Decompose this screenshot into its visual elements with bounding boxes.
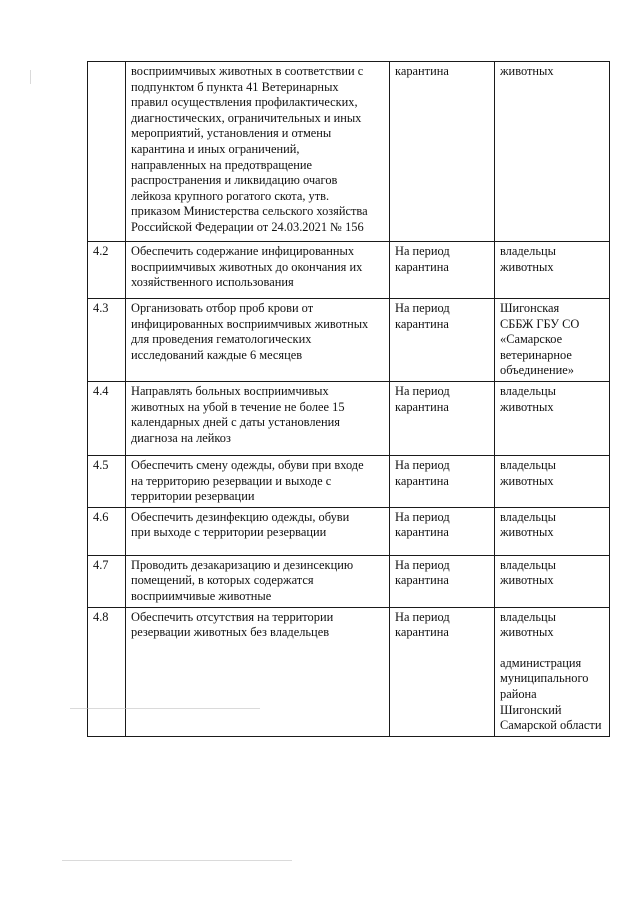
row-number-cell	[88, 607, 126, 736]
term-text-line: карантина	[395, 259, 449, 274]
action-text-line: Обеспечить смену одежды, обуви при входе	[131, 457, 364, 472]
row-number: 4.5	[93, 457, 109, 472]
action-text-line: восприимчивых животных до окончания их	[131, 259, 363, 274]
responsible-text-line: животных	[500, 625, 554, 640]
scan-artifact	[30, 70, 31, 84]
responsible-cell	[495, 607, 610, 736]
action-text-line: карантина и иных ограничений,	[131, 141, 300, 156]
action-cell	[126, 607, 390, 736]
action-text-line: подпунктом б пункта 41 Ветеринарных	[131, 79, 339, 94]
responsible-text-line: объединение»	[500, 363, 574, 378]
action-text-line: мероприятий, установления и отмены	[131, 126, 332, 141]
action-cell	[126, 299, 390, 382]
term-cell	[390, 62, 495, 242]
action-text-line: распространения и ликвидацию очагов	[131, 173, 338, 188]
scan-artifact	[70, 708, 260, 709]
row-number: 4.7	[93, 557, 109, 572]
action-text-line: Обеспечить отсутствия на территории	[131, 609, 334, 624]
action-cell	[126, 555, 390, 607]
action-text-line: помещений, в которых содержатся	[131, 573, 314, 588]
responsible-text-line: СББЖ ГБУ СО	[500, 316, 580, 331]
table-row	[88, 607, 610, 736]
term-text-line: карантина	[395, 625, 449, 640]
action-text-line: правил осуществления профилактических,	[131, 95, 358, 110]
term-cell	[390, 455, 495, 507]
scan-artifact	[62, 860, 292, 861]
term-cell	[390, 507, 495, 555]
term-text-line: На период	[395, 557, 450, 572]
action-text-line: Обеспечить содержание инфицированных	[131, 244, 355, 258]
table-row	[88, 555, 610, 607]
action-text-line: диагноза на лейкоз	[131, 430, 231, 445]
responsible-text-line: владельцы	[500, 509, 556, 524]
action-cell	[126, 62, 390, 242]
row-number: 4.8	[93, 609, 109, 624]
action-cell	[126, 455, 390, 507]
term-text-line: карантина	[395, 473, 449, 488]
action-text-line: приказом Министерства сельского хозяйства	[131, 204, 368, 219]
action-text-line: Обеспечить дезинфекцию одежды, обуви	[131, 509, 350, 524]
table-row	[88, 242, 610, 299]
action-cell	[126, 242, 390, 299]
term-cell	[390, 607, 495, 736]
row-number: 4.2	[93, 244, 109, 258]
row-number-cell	[88, 555, 126, 607]
responsible-cell	[495, 381, 610, 455]
responsible-cell	[495, 299, 610, 382]
term-text-line: карантина	[395, 64, 449, 78]
responsible-text-line: животных	[500, 473, 554, 488]
table-row	[88, 507, 610, 555]
term-text-line: На период	[395, 383, 450, 398]
measures-table	[87, 61, 610, 737]
responsible-text-line: владельцы	[500, 244, 556, 258]
term-text-line: На период	[395, 457, 450, 472]
table-row	[88, 299, 610, 382]
table-row	[88, 62, 610, 242]
term-text-line: карантина	[395, 399, 449, 414]
responsible-cell	[495, 62, 610, 242]
action-text-line: направленных на предотвращение	[131, 157, 313, 172]
responsible-cell	[495, 507, 610, 555]
responsible-text-line: животных	[500, 525, 554, 540]
row-number-cell	[88, 381, 126, 455]
action-text-line: инфицированных восприимчивых животных	[131, 316, 369, 331]
row-number-cell	[88, 299, 126, 382]
responsible-text-line: животных	[500, 573, 554, 588]
responsible-cell	[495, 455, 610, 507]
term-text-line: карантина	[395, 316, 449, 331]
term-text-line: На период	[395, 301, 450, 315]
action-text-line: восприимчивые животные	[131, 588, 272, 603]
responsible-text-line: муниципального	[500, 671, 589, 686]
responsible-text-line: владельцы	[500, 609, 556, 624]
action-text-line: животных на убой в течение не более 15	[131, 399, 345, 414]
responsible-text-line: ветеринарное	[500, 347, 572, 362]
table-row	[88, 455, 610, 507]
row-number-cell	[88, 242, 126, 299]
row-number: 4.4	[93, 383, 109, 398]
responsible-text-line: животных	[500, 64, 554, 78]
term-text-line: карантина	[395, 525, 449, 540]
action-text-line: при выходе с территории резервации	[131, 525, 327, 540]
responsible-text-line: владельцы	[500, 383, 556, 398]
action-text-line: восприимчивых животных в соответствии с	[131, 64, 364, 78]
table-row	[88, 381, 610, 455]
responsible-text-line: Шигонский	[500, 702, 562, 717]
responsible-text-line: животных	[500, 399, 554, 414]
action-text-line: территории резервации	[131, 489, 255, 504]
term-text-line: карантина	[395, 573, 449, 588]
row-number-cell	[88, 455, 126, 507]
action-text-line: лейкоза крупного рогатого скота, утв.	[131, 188, 330, 203]
responsible-text-line: владельцы	[500, 557, 556, 572]
term-text-line: На период	[395, 509, 450, 524]
term-cell	[390, 299, 495, 382]
row-number: 4.3	[93, 301, 109, 315]
term-cell	[390, 242, 495, 299]
measures-table-body	[88, 62, 610, 737]
action-text-line: хозяйственного использования	[131, 275, 294, 290]
action-text-line: резервации животных без владельцев	[131, 625, 330, 640]
responsible-text-line: Шигонская	[500, 301, 560, 315]
responsible-text-line	[500, 641, 604, 656]
responsible-text-line: «Самарское	[500, 332, 563, 347]
responsible-text-line: животных	[500, 259, 554, 274]
responsible-cell	[495, 555, 610, 607]
responsible-text-line: владельцы	[500, 457, 556, 472]
term-cell	[390, 381, 495, 455]
term-text-line: На период	[395, 609, 450, 624]
action-text-line: диагностических, ограничительных и иных	[131, 110, 362, 125]
action-text-line: исследований каждые 6 месяцев	[131, 347, 303, 362]
term-text-line: На период	[395, 244, 450, 258]
action-text-line: Российской Федерации от 24.03.2021 № 156	[131, 219, 364, 234]
term-cell	[390, 555, 495, 607]
row-number-cell	[88, 62, 126, 242]
action-text-line: для проведения гематологических	[131, 332, 312, 347]
action-text-line: календарных дней с даты установления	[131, 415, 341, 430]
action-text-line: Организовать отбор проб крови от	[131, 301, 314, 315]
responsible-text-line: администрация	[500, 655, 582, 670]
action-cell	[126, 381, 390, 455]
action-text-line: на территорию резервации и выходе с	[131, 473, 332, 488]
responsible-cell	[495, 242, 610, 299]
action-text-line: Направлять больных восприимчивых	[131, 383, 329, 398]
action-cell	[126, 507, 390, 555]
responsible-text-line: района	[500, 686, 537, 701]
action-text-line: Проводить дезакаризацию и дезинсекцию	[131, 557, 354, 572]
row-number: 4.6	[93, 509, 109, 524]
responsible-text-line: Самарской области	[500, 718, 602, 733]
row-number-cell	[88, 507, 126, 555]
